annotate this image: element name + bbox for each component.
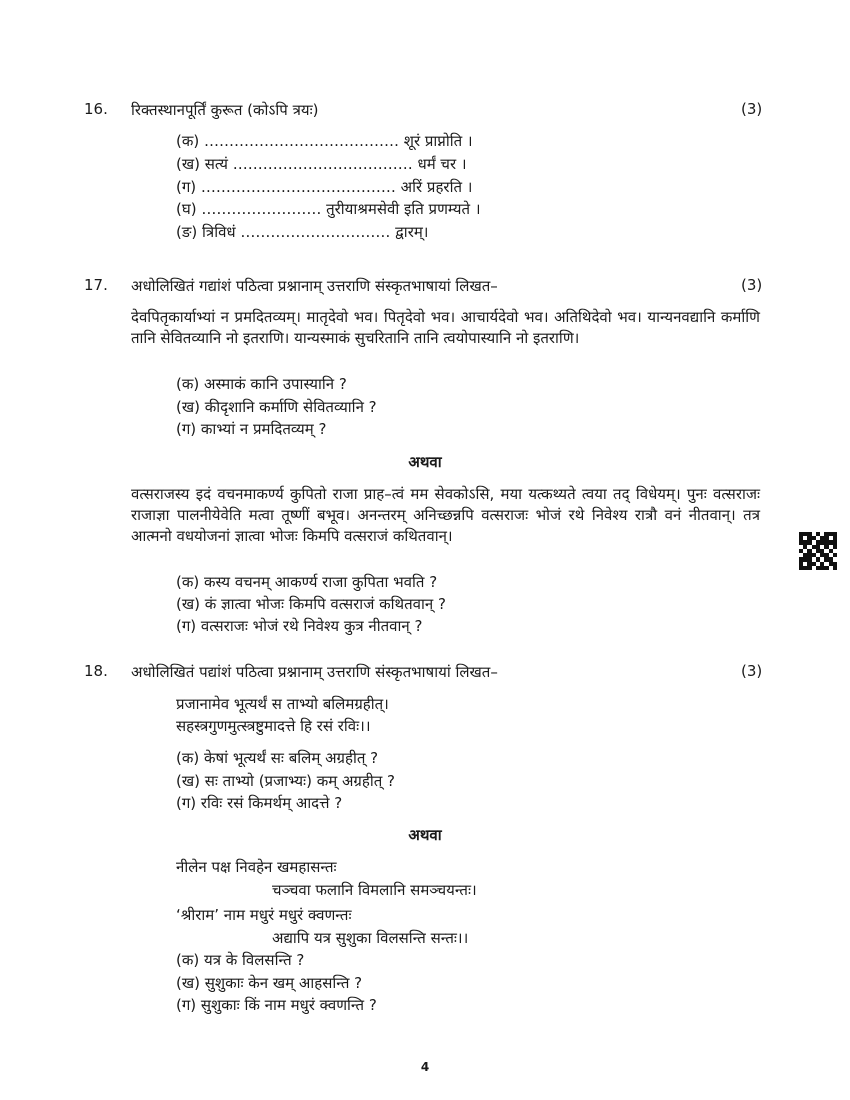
verse-question: (ग) सुशुकाः किं नाम मधुरं क्वणन्ति ?: [176, 996, 377, 1014]
fill-item: (ग) ………………………………… अरिं प्रहरति ।: [176, 178, 473, 196]
fill-item: (ख) सत्यं ……………………………… धर्मं चर ।: [176, 155, 467, 173]
question-marks: (3): [741, 662, 763, 680]
passage-question: (ग) काभ्यां न प्रमदितव्यम् ?: [176, 420, 327, 438]
verse-question: (ख) सः ताभ्यो (प्रजाभ्यः) कम् अग्रहीत् ?: [176, 772, 396, 790]
or-label: अथवा: [408, 453, 442, 471]
page-number: 4: [420, 1060, 430, 1074]
fill-item: (घ) …………………… तुरीयाश्रमसेवी इति प्रणम्यते ।: [176, 200, 481, 218]
verse-line: नीलेन पक्ष निवहेन खमहासन्तः: [176, 858, 337, 876]
question-heading: अधोलिखितं पद्यांशं पठित्वा प्रश्नानाम् उत्तराणि संस्कृतभाषायां लिखत–: [131, 663, 498, 681]
verse-question: (क) केषां भूत्यर्थं सः बलिम् अग्रहीत् ?: [176, 749, 379, 767]
or-label: अथवा: [408, 826, 442, 844]
fill-item: (ङ) त्रिविधं ………………………… द्वारम्।: [176, 223, 429, 241]
qr-code: [799, 532, 837, 570]
question-number: 17.: [84, 276, 108, 294]
passage-question: (ख) कीदृशानि कर्माणि सेवितव्यानि ?: [176, 398, 377, 416]
verse-question: (क) यत्र के विलसन्ति ?: [176, 951, 305, 969]
alternate-prose-passage: वत्सराजस्य इदं वचनमाकर्ण्य कुपितो राजा प्राह–त्वं मम सेवकोऽसि, मया यत्कथ्यते त्वया तद् विधेयम्। पुनः वत्सराजः राजाज्ञा पालनीयेवेति मत्वा तूष्णीं बभूव। अनन्तरम् अनिच्छन्नपि वत्सराजः भोजं रथे निवेश्य रात्रौ वनं नीतवान्। तत्र आत्मनो वधयोजनां ज्ञात्वा भोजः किमपि वत्सराजं कथितवान्।: [131, 485, 760, 545]
passage-question: (ग) वत्सराजः भोजं रथे निवेश्य कुत्र नीतवान् ?: [176, 617, 423, 635]
question-marks: (3): [741, 276, 763, 294]
verse-line: अद्यापि यत्र सुशुका विलसन्ति सन्तः।।: [272, 929, 469, 947]
verse-line: प्रजानामेव भूत्यर्थं स ताभ्यो बलिमग्रहीत्।: [176, 695, 389, 713]
question-number: 18.: [84, 662, 108, 680]
question-number: 16.: [84, 100, 108, 118]
verse-line: चञ्चवा फलानि विमलानि समञ्चयन्तः।: [272, 881, 477, 899]
prose-passage: देवपितृकार्याभ्यां न प्रमदितव्यम्। मातृदेवो भव। पितृदेवो भव। आचार्यदेवो भव। अतिथिदेवो भव। यान्यनवद्यानि कर्माणि तानि सेवितव्यानि नो इतराणि। यान्यस्माकं सुचरितानि तानि त्वयोपास्यानि नो इतराणि।: [131, 308, 760, 347]
question-heading: रिक्तस्थानपूर्तिं कुरूत (कोऽपि त्रयः): [131, 101, 319, 119]
verse-line: सहस्त्रगुणमुत्स्त्रष्टुमादत्ते हि रसं रविः।।: [176, 717, 371, 735]
passage-question: (क) कस्य वचनम् आकर्ण्य राजा कुपिता भवति ?: [176, 573, 438, 591]
verse-question: (ग) रविः रसं किमर्थम् आदत्ते ?: [176, 794, 343, 812]
verse-line: ‘श्रीराम’ नाम मधुरं मधुरं क्वणन्तः: [176, 906, 352, 924]
passage-question: (ख) कं ज्ञात्वा भोजः किमपि वत्सराजं कथितवान् ?: [176, 595, 446, 613]
question-heading: अधोलिखितं गद्यांशं पठित्वा प्रश्नानाम् उत्तराणि संस्कृतभाषायां लिखत–: [131, 277, 498, 295]
question-marks: (3): [741, 100, 763, 118]
passage-question: (क) अस्माकं कानि उपास्यानि ?: [176, 375, 347, 393]
verse-question: (ख) सुशुकाः केन खम् आहसन्ति ?: [176, 974, 363, 992]
fill-item: (क) ………………………………… शूरं प्राप्नोति ।: [176, 132, 473, 150]
